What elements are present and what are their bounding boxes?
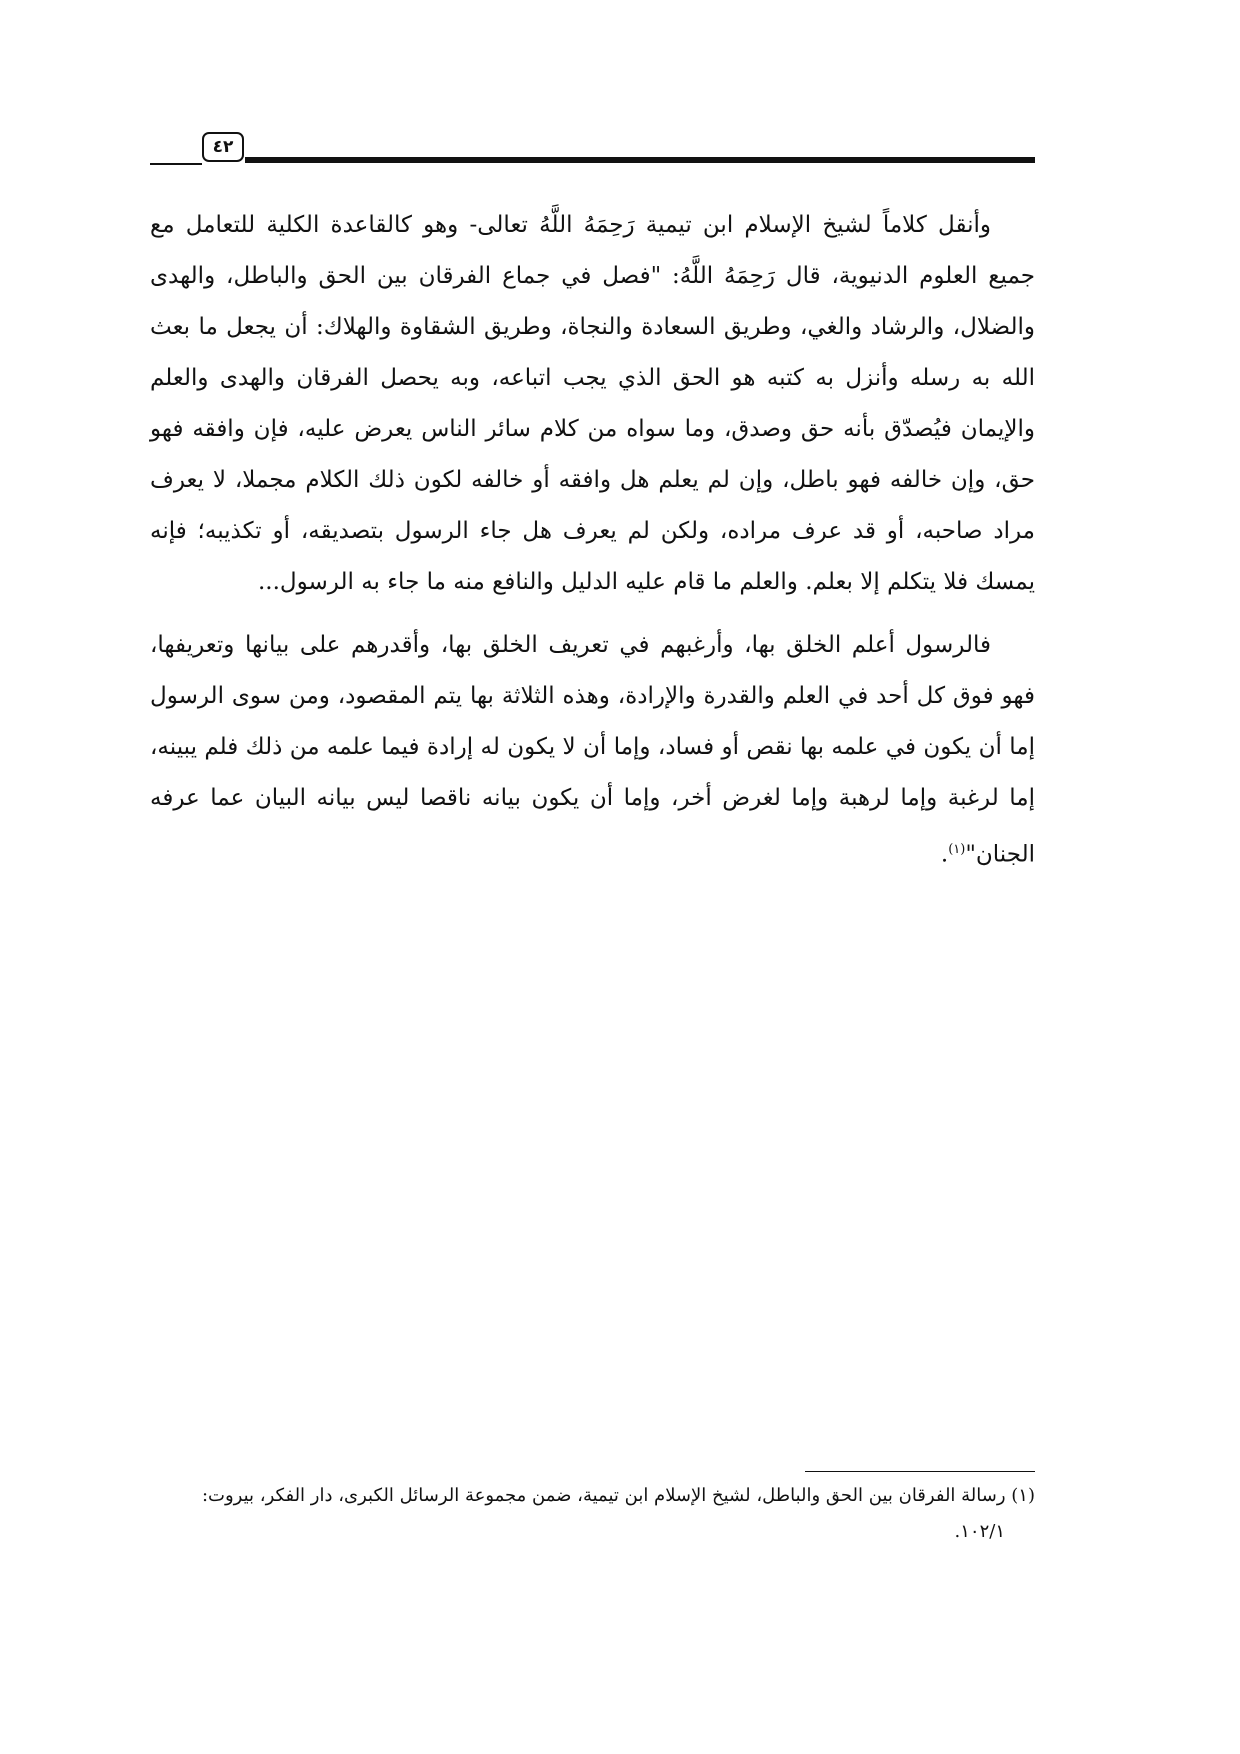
paragraph-2-text: فالرسول أعلم الخلق بها، وأرغبهم في تعريف الخلق بها، وأقدرهم على بيانها وتعريفها، فهو فوق كل أحد في العلم والقدرة والإرادة، وهذه الثلاثة بها يتم المقصود، ومن سوى الرسول إما أن يكون في علمه بها نقص أو فساد، وإما أن لا يكون له إرادة فيما علمه من ذلك فلم يبينه، إما لرغبة وإما لرهبة وإما لغرض أخر، وإما أن يكون بيانه ناقصا ليس بيانه البيان عما عرفه الجنان" [150, 632, 1035, 868]
header-rule [245, 157, 1035, 163]
paragraph-2 [150, 620, 1035, 881]
main-text [150, 200, 1035, 881]
header-rule-left [150, 163, 202, 165]
footnote-1-line-1: (١) رسالة الفرقان بين الحق والباطل، لشيخ الإسلام ابن تيمية، ضمن مجموعة الرسائل الكبرى، دار الفكر، بيروت: [201, 1485, 1035, 1506]
page-number: ٤٢ [202, 132, 244, 162]
page-header [150, 130, 1035, 170]
footnotes [150, 1478, 1035, 1550]
footnote-reference[interactable]: (١) [948, 842, 966, 857]
paragraph-2-end: . [940, 841, 949, 868]
paragraph-1: وأنقل كلاماً لشيخ الإسلام ابن تيمية رَحِمَهُ اللَّهُ تعالى- وهو كالقاعدة الكلية للتعامل مع جميع العلوم الدنيوية، قال رَحِمَهُ اللَّهُ: "فصل في جماع الفرقان بين الحق والباطل، والهدى والضلال، والرشاد والغي، وطريق السعادة والنجاة، وطريق الشقاوة والهلاك: أن يجعل ما بعث الله به رسله وأنزل به كتبه هو الحق الذي يجب اتباعه، وبه يحصل الفرقان والهدى والعلم والإيمان فيُصدّق بأنه حق وصدق، وما سواه من كلام سائر الناس يعرض عليه، فإن وافقه فهو حق، وإن خالفه فهو باطل، وإن لم يعلم هل وافقه أو خالفه لكون ذلك الكلام مجملا، لا يعرف مراد صاحبه، أو قد عرف مراده، ولكن لم يعرف هل جاء الرسول بتصديقه، أو تكذيبه؛ فإنه يمسك فلا يتكلم إلا بعلم. والعلم ما قام عليه الدليل والنافع منه ما جاء به الرسول... [150, 212, 1035, 595]
footnote-1-line-2: ١٠٢/١. [954, 1521, 1005, 1542]
footnote-separator [805, 1471, 1035, 1472]
